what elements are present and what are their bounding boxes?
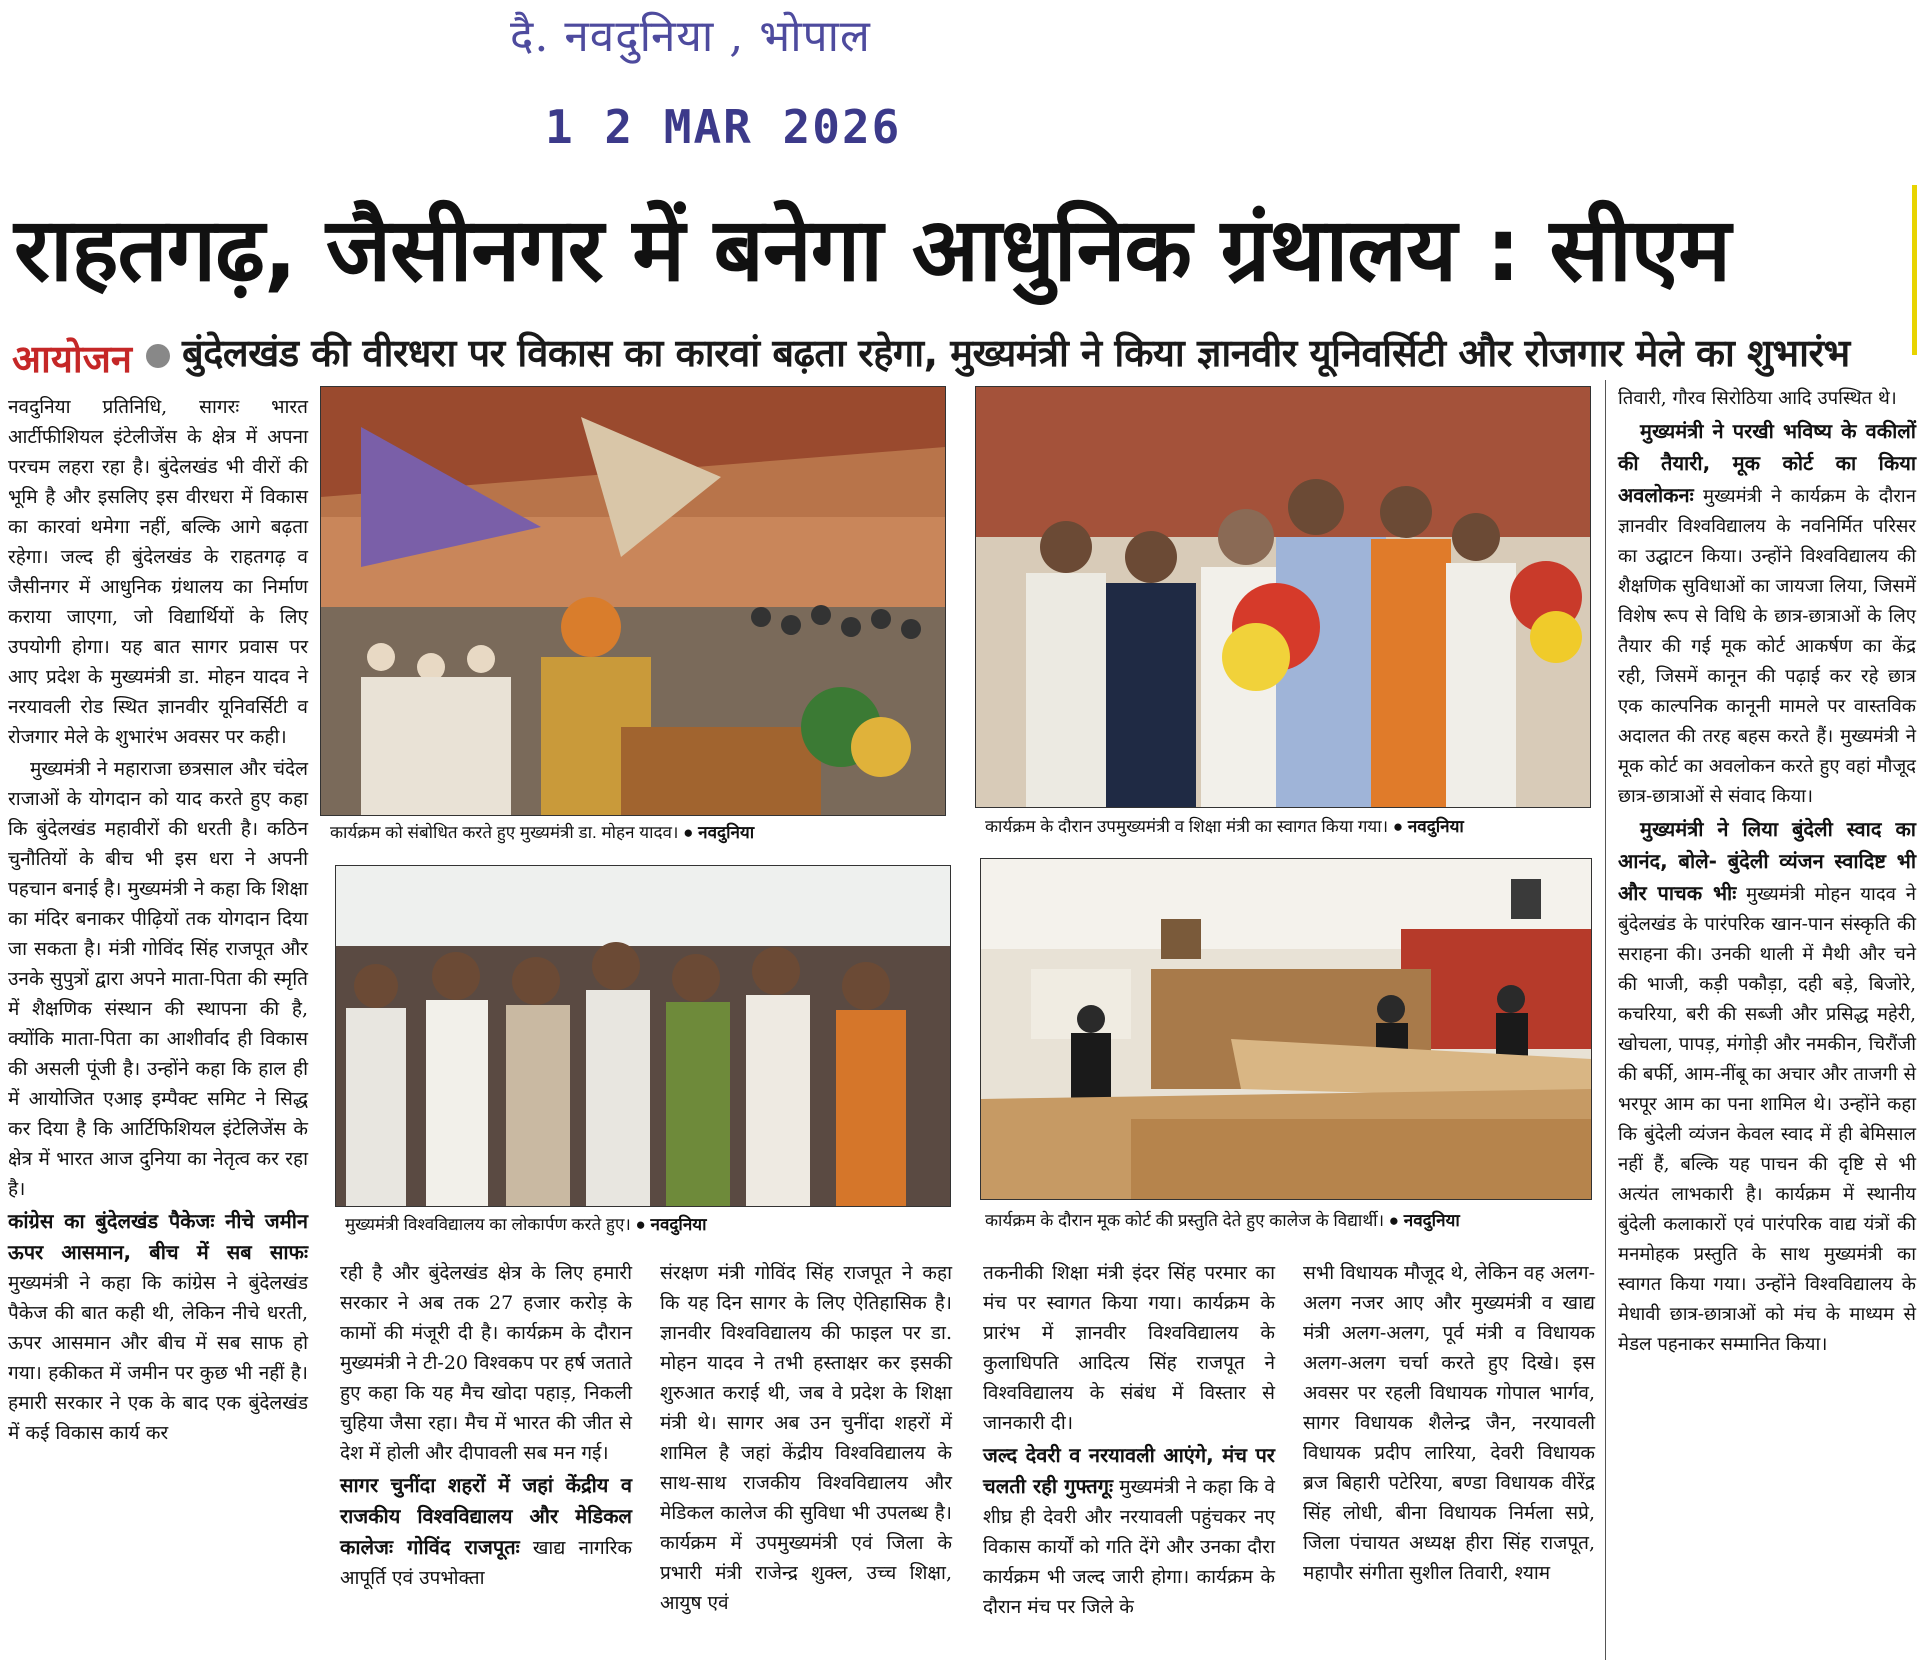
photo-moot-court (980, 858, 1592, 1200)
photo4-caption (985, 1208, 1460, 1231)
article-column-1 (8, 392, 308, 1450)
photo3-caption (345, 1212, 707, 1235)
photo1-caption-text: कार्यक्रम को संबोधित करते हुए मुख्यमंत्री डा. मोहन यादव। (330, 823, 679, 842)
photo2-caption (985, 814, 1464, 837)
col1-subhead: कांग्रेस का बुंदेलखंड पैकेजः नीचे जमीन ऊपर आसमान, बीच में सब साफः (8, 1209, 308, 1264)
col6-subhead-1: मुख्यमंत्री ने परखी भविष्य के वकीलों की तैयारी, मूक कोर्ट का किया अवलोकनः (1618, 419, 1916, 507)
col6-paragraph-2: मुख्यमंत्री ने कार्यक्रम के दौरान ज्ञानवीर विश्वविद्यालय के नवनिर्मित परिसर का उद्घाटन किया। उन्होंने विश्वविद्यालय की शैक्षणिक सुविधाओं का जायजा लिया, जिसमें विशेष रूप से विधि के छात्र-छात्राओं के लिए तैयार की गई मूक कोर्ट आकर्षण का केंद्र रही, जिसमें कानून की पढ़ाई कर रहे छात्र एक काल्पनिक कानूनी मामले पर वास्तविक अदालत की तरह बहस करते हैं। मुख्यमंत्री ने मूक कोर्ट का अवलोकन करते हुए वहां मौजूद छात्र-छात्राओं से संवाद किया। (1618, 486, 1916, 807)
article-column-2 (340, 1258, 632, 1595)
accent-bar (1912, 185, 1917, 355)
col2-subhead: सागर चुनींदा शहरों में जहां केंद्रीय व राजकीय विश्वविद्यालय और मेडिकल कालेजः गोविंद राजपूतः (340, 1473, 632, 1559)
col1-paragraph-3: मुख्यमंत्री ने कहा कि कांग्रेस ने बुंदेलखंड पैकेज की बात कही थी, लेकिन नीचे धरती, ऊपर आसमान और बीच में सब साफ हो गया। हकीकत में जमीन पर कुछ भी नहीं है। हमारी सरकार ने एक के बाद एक बुंदेलखंड में कई विकास कार्य कर (8, 1272, 308, 1444)
col1-paragraph-1: नवदुनिया प्रतिनिधि, सागरः भारत आर्टीफीशियल इंटेलीजेंस के क्षेत्र में अपना परचम लहरा रहा है। बुंदेलखंड भी वीरों की भूमि है और इसलिए इस वीरधरा में विकास का कारवां थमेगा नहीं, बल्कि आगे बढ़ता रहेगा। जल्द ही बुंदेलखंड के राहतगढ़ व जैसीनगर में आधुनिक ग्रंथालय का निर्माण कराया जाएगा, जो विद्यार्थियों के लिए उपयोगी होगा। यह बात सागर प्रवास पर आए प्रदेश के मुख्यमंत्री डा. मोहन यादव ने नरयावली रोड स्थित ज्ञानवीर यूनिवर्सिटी व रोजगार मेले के शुभारंभ अवसर पर कही। (8, 396, 308, 748)
kicker-label: आयोजन (12, 337, 133, 381)
article-column-6 (1618, 384, 1916, 1362)
date-stamp: 1 2 MAR 2026 (545, 100, 902, 154)
col2-paragraph-2: खाद्य नागरिक आपूर्ति एवं उपभोक्ता (340, 1537, 633, 1589)
col6-paragraph-1: तिवारी, गौरव सिरोठिया आदि उपस्थित थे। (1618, 388, 1897, 409)
photo4-credit: ● नवदुनिया (1388, 1211, 1460, 1230)
col3-paragraph-1: संरक्षण मंत्री गोविंद सिंह राजपूत ने कहा कि यह दिन सागर के लिए ऐतिहासिक है। ज्ञानवीर विश्वविद्यालय की फाइल पर डा. मोहन यादव ने तभी हस्ताक्षर कर इसकी शुरुआत कराई थी, जब वे प्रदेश के शिक्षा मंत्री थे। सागर अब उन चुनींदा शहरों में शामिल है जहां केंद्रीय विश्वविद्यालय के साथ-साथ राजकीय विश्वविद्यालय और मेडिकल कालेज की सुविधा भी उपलब्ध है। कार्यक्रम में उपमुख्यमंत्री एवं जिला के प्रभारी मंत्री राजेन्द्र शुक्ल, उच्च शिक्षा, आयुष एवं (660, 1262, 952, 1614)
photo1-credit: ● नवदुनिया (683, 823, 755, 842)
column-rule (1605, 380, 1606, 1660)
photo3-caption-text: मुख्यमंत्री विश्वविद्यालय का लोकार्पण करते हुए। (345, 1215, 631, 1234)
col1-paragraph-2: मुख्यमंत्री ने महाराजा छत्रसाल और चंदेल राजाओं के योगदान को याद करते हुए कहा कि बुंदेलखंड महावीरों की धरती है। कठिन चुनौतियों के बीच भी इस धरा ने अपनी पहचान बनाई है। मुख्यमंत्री ने कहा कि शिक्षा का मंदिर बनाकर पीढ़ियों तक योगदान दिया जा सकता है। मंत्री गोविंद सिंह राजपूत और उनके सुपुत्रों द्वारा अपने माता-पिता की स्मृति में शैक्षणिक संस्थान की स्थापना की है, क्योंकि माता-पिता का आशीर्वाद ही विकास की असली पूंजी है। उन्होंने कहा कि हाल ही में आयोजित एआइ इम्पैक्ट समिट ने सिद्ध कर दिया है कि आर्टिफिशियल इंटेलिजेंस के क्षेत्र में भारत आज दुनिया का नेतृत्व कर रहा है। (8, 758, 308, 1200)
article-column-3 (660, 1258, 952, 1620)
col2-paragraph-1: रही है और बुंदेलखंड क्षेत्र के लिए हमारी सरकार ने अब तक 27 हजार करोड़ के कामों की मंजूरी दी है। कार्यक्रम के दौरान मुख्यमंत्री ने टी-20 विश्वकप पर हर्ष जताते हुए कहा कि यह मैच खोदा पहाड़, निकली चुहिया जैसा रहा। मैच में भारत की जीत से देश में होली और दीपावली सब मन गई। (340, 1262, 632, 1464)
article-column-4 (983, 1258, 1275, 1624)
newspaper-stamp: दै. नवदुनिया , भोपाल (510, 11, 871, 62)
col6-subhead-2: मुख्यमंत्री ने लिया बुंदेली स्वाद का आनंद, बोले- बुंदेली व्यंजन स्वादिष्ट भी और पाचक भीः (1618, 817, 1916, 905)
col6-paragraph-3: मुख्यमंत्री मोहन यादव ने बुंदेलखंड के पारंपरिक खान-पान संस्कृति की सराहना की। उनकी थाली में मैथी और चने की भाजी, कड़ी पकौड़ा, दही बड़े, बिजोरे, कचरिया, बरी की सब्जी और प्रसिद्ध महेरी, खोचला, पापड़, मंगोड़ी और नमकीन, चिरौंजी की बर्फी, आम-नींबू का अचार और ताजगी से भरपूर आम का पना शामिल थे। उन्होंने कहा कि बुंदेली व्यंजन केवल स्वाद में ही बेमिसाल नहीं हैं, बल्कि यह पाचन की दृष्टि से भी अत्यंत लाभकारी है। कार्यक्रम में स्थानीय बुंदेली कलाकारों एवं पारंपरिक वाद्य यंत्रों की मनमोहक प्रस्तुति के साथ मुख्यमंत्री का स्वागत किया गया। उन्होंने विश्वविद्यालय के मेधावी छात्र-छात्राओं को मंच के माध्यम से मेडल पहनाकर सम्मानित किया। (1618, 884, 1917, 1355)
photo2-credit: ● नवदुनिया (1392, 817, 1464, 836)
subheadline: बुंदेलखंड की वीरधरा पर विकास का कारवां बढ़ता रहेगा, मुख्यमंत्री ने किया ज्ञानवीर यूनिवर्सिटी और रोजगार मेले का शुभारंभ (182, 331, 1850, 375)
bullet-dot (146, 344, 170, 368)
col4-paragraph-2: मुख्यमंत्री ने कहा कि वे शीघ्र ही देवरी और नरयावली पहुंचकर नए विकास कार्यों को गति देंगे और उनका दौरा कार्यक्रम भी जल्द जारी होगा। कार्यक्रम के दौरान मंच पर जिले के (983, 1476, 1275, 1618)
col4-subhead: जल्द देवरी व नरयावली आएंगे, मंच पर चलती रही गुफ्तगूः (983, 1443, 1275, 1498)
col5-paragraph-1: सभी विधायक मौजूद थे, लेकिन वह अलग-अलग नजर आए और मुख्यमंत्री व खाद्य मंत्री अलग-अलग, पूर्व मंत्री व विधायक अलग-अलग चर्चा करते हुए दिखे। इस अवसर पर रहली विधायक गोपाल भार्गव, सागर विधायक शैलेन्द्र जैन, नरयावली विधायक प्रदीप लारिया, देवरी विधायक ब्रज बिहारी पटेरिया, बण्डा विधायक वीरेंद्र सिंह लोधी, बीना विधायक निर्मला सप्रे, जिला पंचायत अध्यक्ष हीरा सिंह राजपूत, महापौर संगीता सुशील तिवारी, श्याम (1303, 1262, 1595, 1584)
photo1-caption (330, 820, 754, 843)
col4-paragraph-1: तकनीकी शिक्षा मंत्री इंदर सिंह परमार का मंच पर स्वागत किया गया। कार्यक्रम के प्रारंभ में ज्ञानवीर विश्वविद्यालय के कुलाधिपति आदित्य सिंह राजपूत ने विश्वविद्यालय के संबंध में विस्तार से जानकारी दी। (983, 1262, 1275, 1434)
photo4-caption-text: कार्यक्रम के दौरान मूक कोर्ट की प्रस्तुति देते हुए कालेज के विद्यार्थी। (985, 1211, 1385, 1230)
photo-welcome-bouquet (975, 386, 1591, 808)
photo2-caption-text: कार्यक्रम के दौरान उपमुख्यमंत्री व शिक्षा मंत्री का स्वागत किया गया। (985, 817, 1389, 836)
photo-cm-addressing (320, 386, 946, 816)
photo-university-inauguration (335, 865, 951, 1207)
photo3-credit: ● नवदुनिया (635, 1215, 707, 1234)
headline: राहतगढ़, जैसीनगर में बनेगा आधुनिक ग्रंथालय : सीएम (14, 198, 1731, 301)
article-column-5 (1303, 1258, 1595, 1590)
